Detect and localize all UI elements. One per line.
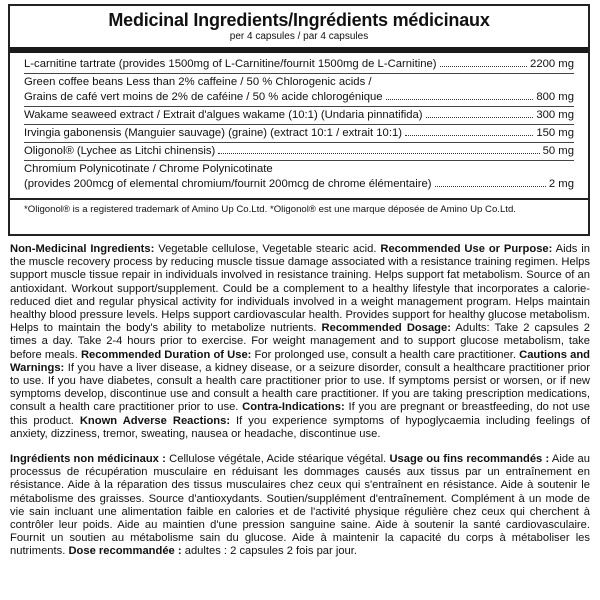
ingredient-text: L-carnitine tartrate (provides 1500mg of L-Carnitine/fournit 1500mg de L-Carnitine) <box>24 58 437 70</box>
row-divider <box>24 160 574 161</box>
fr-non-medicinal-text: Cellulose végétale, Acide stéarique végétal. <box>165 453 390 466</box>
row-divider <box>24 73 574 74</box>
ingredient-text: Oligonol® (Lychee as Litchi chinensis) <box>24 145 216 157</box>
fr-dose-text: adultes : 2 capsules 2 fois par jour. <box>181 545 357 558</box>
duration-label: Recommended Duration of Use: <box>80 348 252 361</box>
ingredient-row <box>24 162 574 177</box>
non-medicinal-label: Non-Medicinal Ingredients: <box>10 243 155 255</box>
fr-non-medicinal-label: Ingrédients non médicinaux : <box>10 453 166 466</box>
dot-leader <box>435 186 546 187</box>
english-paragraph <box>10 243 590 441</box>
ingredient-amount: 150 mg <box>536 127 574 139</box>
ingredient-row <box>24 144 574 159</box>
row-divider <box>24 106 574 107</box>
ingredient-text: Green coffee beans Less than 2% caffeine / 50 % Chlorogenic acids / <box>24 76 372 88</box>
ingredient-text: Chromium Polynicotinate / Chrome Polynicotinate <box>24 163 273 175</box>
dot-leader <box>386 99 534 100</box>
row-divider <box>24 124 574 125</box>
cautions-text: If you have a liver disease, a kidney disease, or a seizure disorder, consult a healthcare practitioner prior to use. If you have diabetes, consult a health care practitioner prior to use. If symptoms persist or worsen, or if new symptoms develop, discontinue use and consult a health care practitioner. If you are taking prescription medications, consult a health care practitioner prior to use. <box>10 361 590 414</box>
ingredient-amount: 50 mg <box>542 145 574 157</box>
ingredient-amount: 2 mg <box>548 178 574 190</box>
ingredient-row <box>24 126 574 141</box>
ingredient-row <box>24 90 574 105</box>
fr-use-text: Aide au processus de récupération musculaire en réduisant les dommages causés aux tissus par un entraînement en résistance. Aide à la réparation des tissus musculaires chez ceux qui s'entraînent en résistance. Aide à soutenir le métabolisme des graisses. Source d'antioxydants. Soutien/supplément d'entraînement. Complément à un mode de vie sain incluant une alimentation faible en calories et de l'activité physique régulière chez ceux qui cherchent à contrôler leur poids. Aide au maintien d'une pression sanguine saine. Aide à soutenir la santé cardiovasculaire. Fournit un soutien au métabolisme sain du glucose. Aide à maintenir la capacité du corps à métaboliser les nutriments. <box>10 453 590 558</box>
ingredient-amount: 800 mg <box>536 91 574 103</box>
contra-label: Contra-Indications: <box>242 401 345 414</box>
use-text: Aids in the muscle recovery process by reducing muscle tissue damage associated with a resistance training regimen. Helps support muscle tissue repair in individuals involved in resistance training. Helps support fat metabolism. Source of an antioxidant. Workout support/supplement. Could be a complement to a healthy lifestyle that incorporates a calorie-reduced diet and regular physical activity for individuals involved in a weight management program. Helps maintain healthy blood pressure levels. Helps support cardiovascular health. Provides support for healthy glucose metabolism. Helps to maintain the body's ability to metabolize nutrients. <box>10 243 590 335</box>
ingredient-row <box>24 177 574 192</box>
duration-text: For prolonged use, consult a health care practitioner. <box>251 348 520 361</box>
ingredient-row <box>24 108 574 123</box>
ingredient-text: Wakame seaweed extract / Extrait d'algues wakame (10:1) (Undaria pinnatifida) <box>24 109 423 121</box>
use-label: Recommended Use or Purpose: <box>380 243 553 255</box>
dosage-label: Recommended Dosage: <box>321 322 451 335</box>
ingredient-row <box>24 75 574 90</box>
ingredient-list <box>10 53 588 192</box>
contra-text: If you are pregnant or breastfeeding, do not use this product. <box>10 401 590 427</box>
ingredient-text: Grains de café vert moins de 2% de caféine / 50 % acide chlorogénique <box>24 91 383 103</box>
dot-leader <box>426 117 534 118</box>
non-medicinal-text: Vegetable cellulose, Vegetable stearic acid. <box>154 243 381 255</box>
ingredient-text: (provides 200mcg of elemental chromium/fournit 200mcg de chrome élémentaire) <box>24 178 432 190</box>
dot-leader <box>405 135 533 136</box>
label-body-text <box>10 243 590 571</box>
trademark-footnote: *Oligonol® is a registered trademark of Amino Up Co.Ltd. *Oligonol® est une marque déposée de Amino Up Co.Ltd. <box>24 204 516 215</box>
dot-leader <box>440 66 527 67</box>
adverse-label: Known Adverse Reactions: <box>79 414 231 427</box>
panel-subtitle: per 4 capsules / par 4 capsules <box>229 31 369 42</box>
ingredient-row <box>24 57 574 72</box>
fr-dose-label: Dose recommandée : <box>68 545 182 558</box>
french-paragraph <box>10 453 590 559</box>
dot-leader <box>218 153 539 154</box>
fr-use-label: Usage ou fins recommandés : <box>389 453 550 466</box>
ingredient-amount: 300 mg <box>536 109 574 121</box>
adverse-text: If you experience symptoms of hypoglycaemia including feelings of anxiety, dizziness, tremor, sweating, nausea or headache, discontinue use. <box>10 414 591 440</box>
row-divider <box>24 142 574 143</box>
panel-title: Medicinal Ingredients/Ingrédients médicinaux <box>108 10 490 30</box>
ingredient-text: Irvingia gabonensis (Manguier sauvage) (graine) (extract 10:1 / extrait 10:1) <box>24 127 403 139</box>
medicinal-ingredients-panel <box>8 4 590 236</box>
ingredient-amount: 2200 mg <box>530 58 574 70</box>
cautions-label: Cautions and Warnings: <box>10 348 590 374</box>
dosage-text: Adults: Take 2 capsules 2 times a day. Take 2-4 hours prior to exercise. For weight management and to support glucose metabolism, take before meals. <box>10 322 590 361</box>
